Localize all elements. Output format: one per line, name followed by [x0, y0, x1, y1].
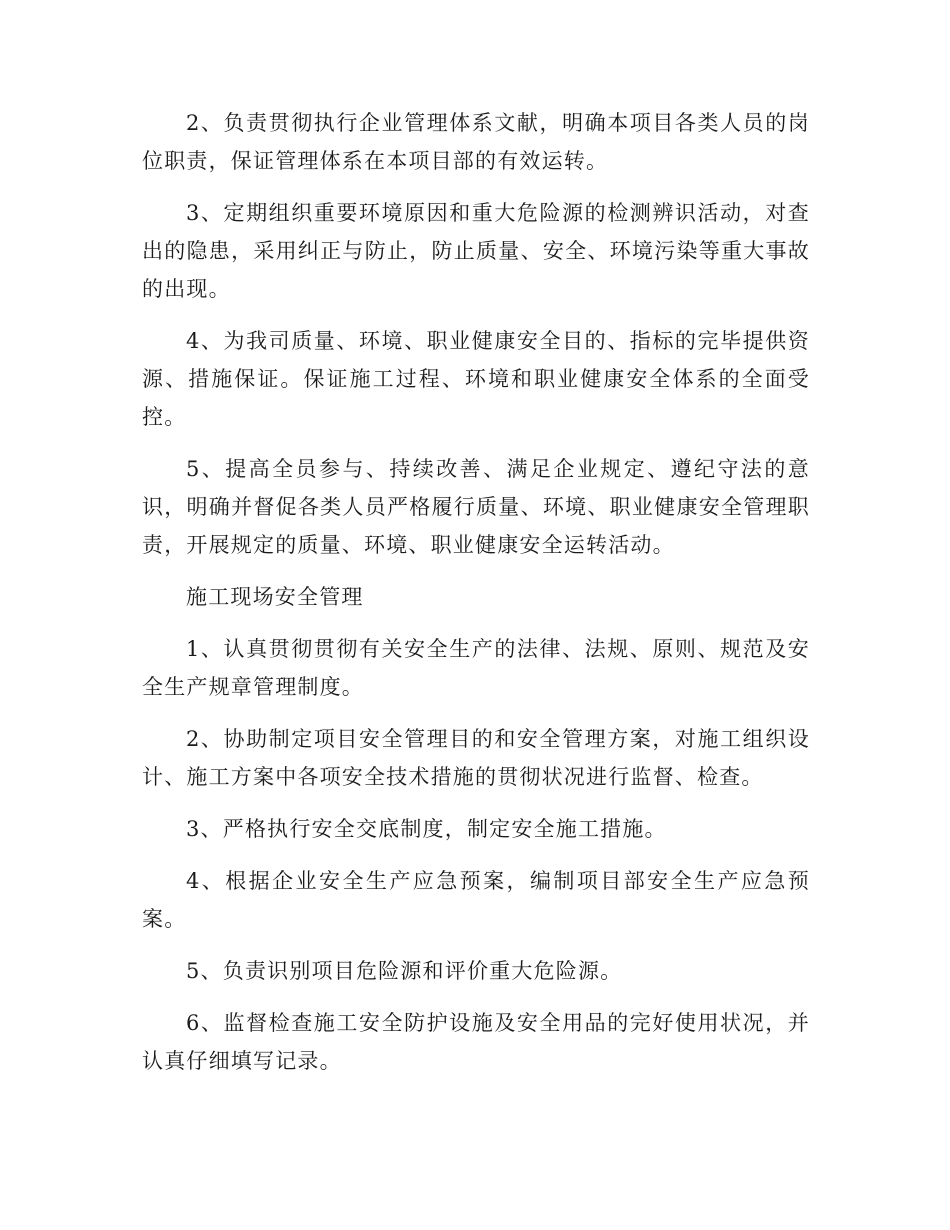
document-body: [142, 104, 810, 1094]
section-item-5: 5、负责识别项目危险源和评价重大危险源。: [186, 959, 623, 983]
paragraph-3: 3、定期组织重要环境原因和重大危险源的检测辨识活动，对查出的隐患，采用纠正与防止，防止质量、安全、环境污染等重大事故的出现。: [142, 201, 810, 301]
paragraph-4: 4、为我司质量、环境、职业健康安全目的、指标的完毕提供资源、措施保证。保证施工过程、环境和职业健康安全体系的全面受控。: [142, 329, 810, 429]
section-item-6: 6、监督检查施工安全防护设施及安全用品的完好使用状况，并认真仔细填写记录。: [142, 1011, 810, 1073]
section-item-2: 2、协助制定项目安全管理目的和安全管理方案，对施工组织设计、施工方案中各项安全技术措施的贯彻状况进行监督、检查。: [142, 727, 810, 789]
section-item-1: 1、认真贯彻贯彻有关安全生产的法律、法规、原则、规范及安全生产规章管理制度。: [142, 637, 810, 699]
paragraph-5: 5、提高全员参与、持续改善、满足企业规定、遵纪守法的意识，明确并督促各类人员严格履行质量、环境、职业健康安全管理职责，开展规定的质量、环境、职业健康安全运转活动。: [142, 457, 810, 557]
section-item-4: 4、根据企业安全生产应急预案，编制项目部安全生产应急预案。: [142, 869, 810, 931]
paragraph-2: 2、负责贯彻执行企业管理体系文献，明确本项目各类人员的岗位职责，保证管理体系在本项目部的有效运转。: [142, 111, 810, 173]
section-item-3: 3、严格执行安全交底制度，制定安全施工措施。: [186, 817, 667, 841]
section-heading: 施工现场安全管理: [186, 585, 364, 609]
